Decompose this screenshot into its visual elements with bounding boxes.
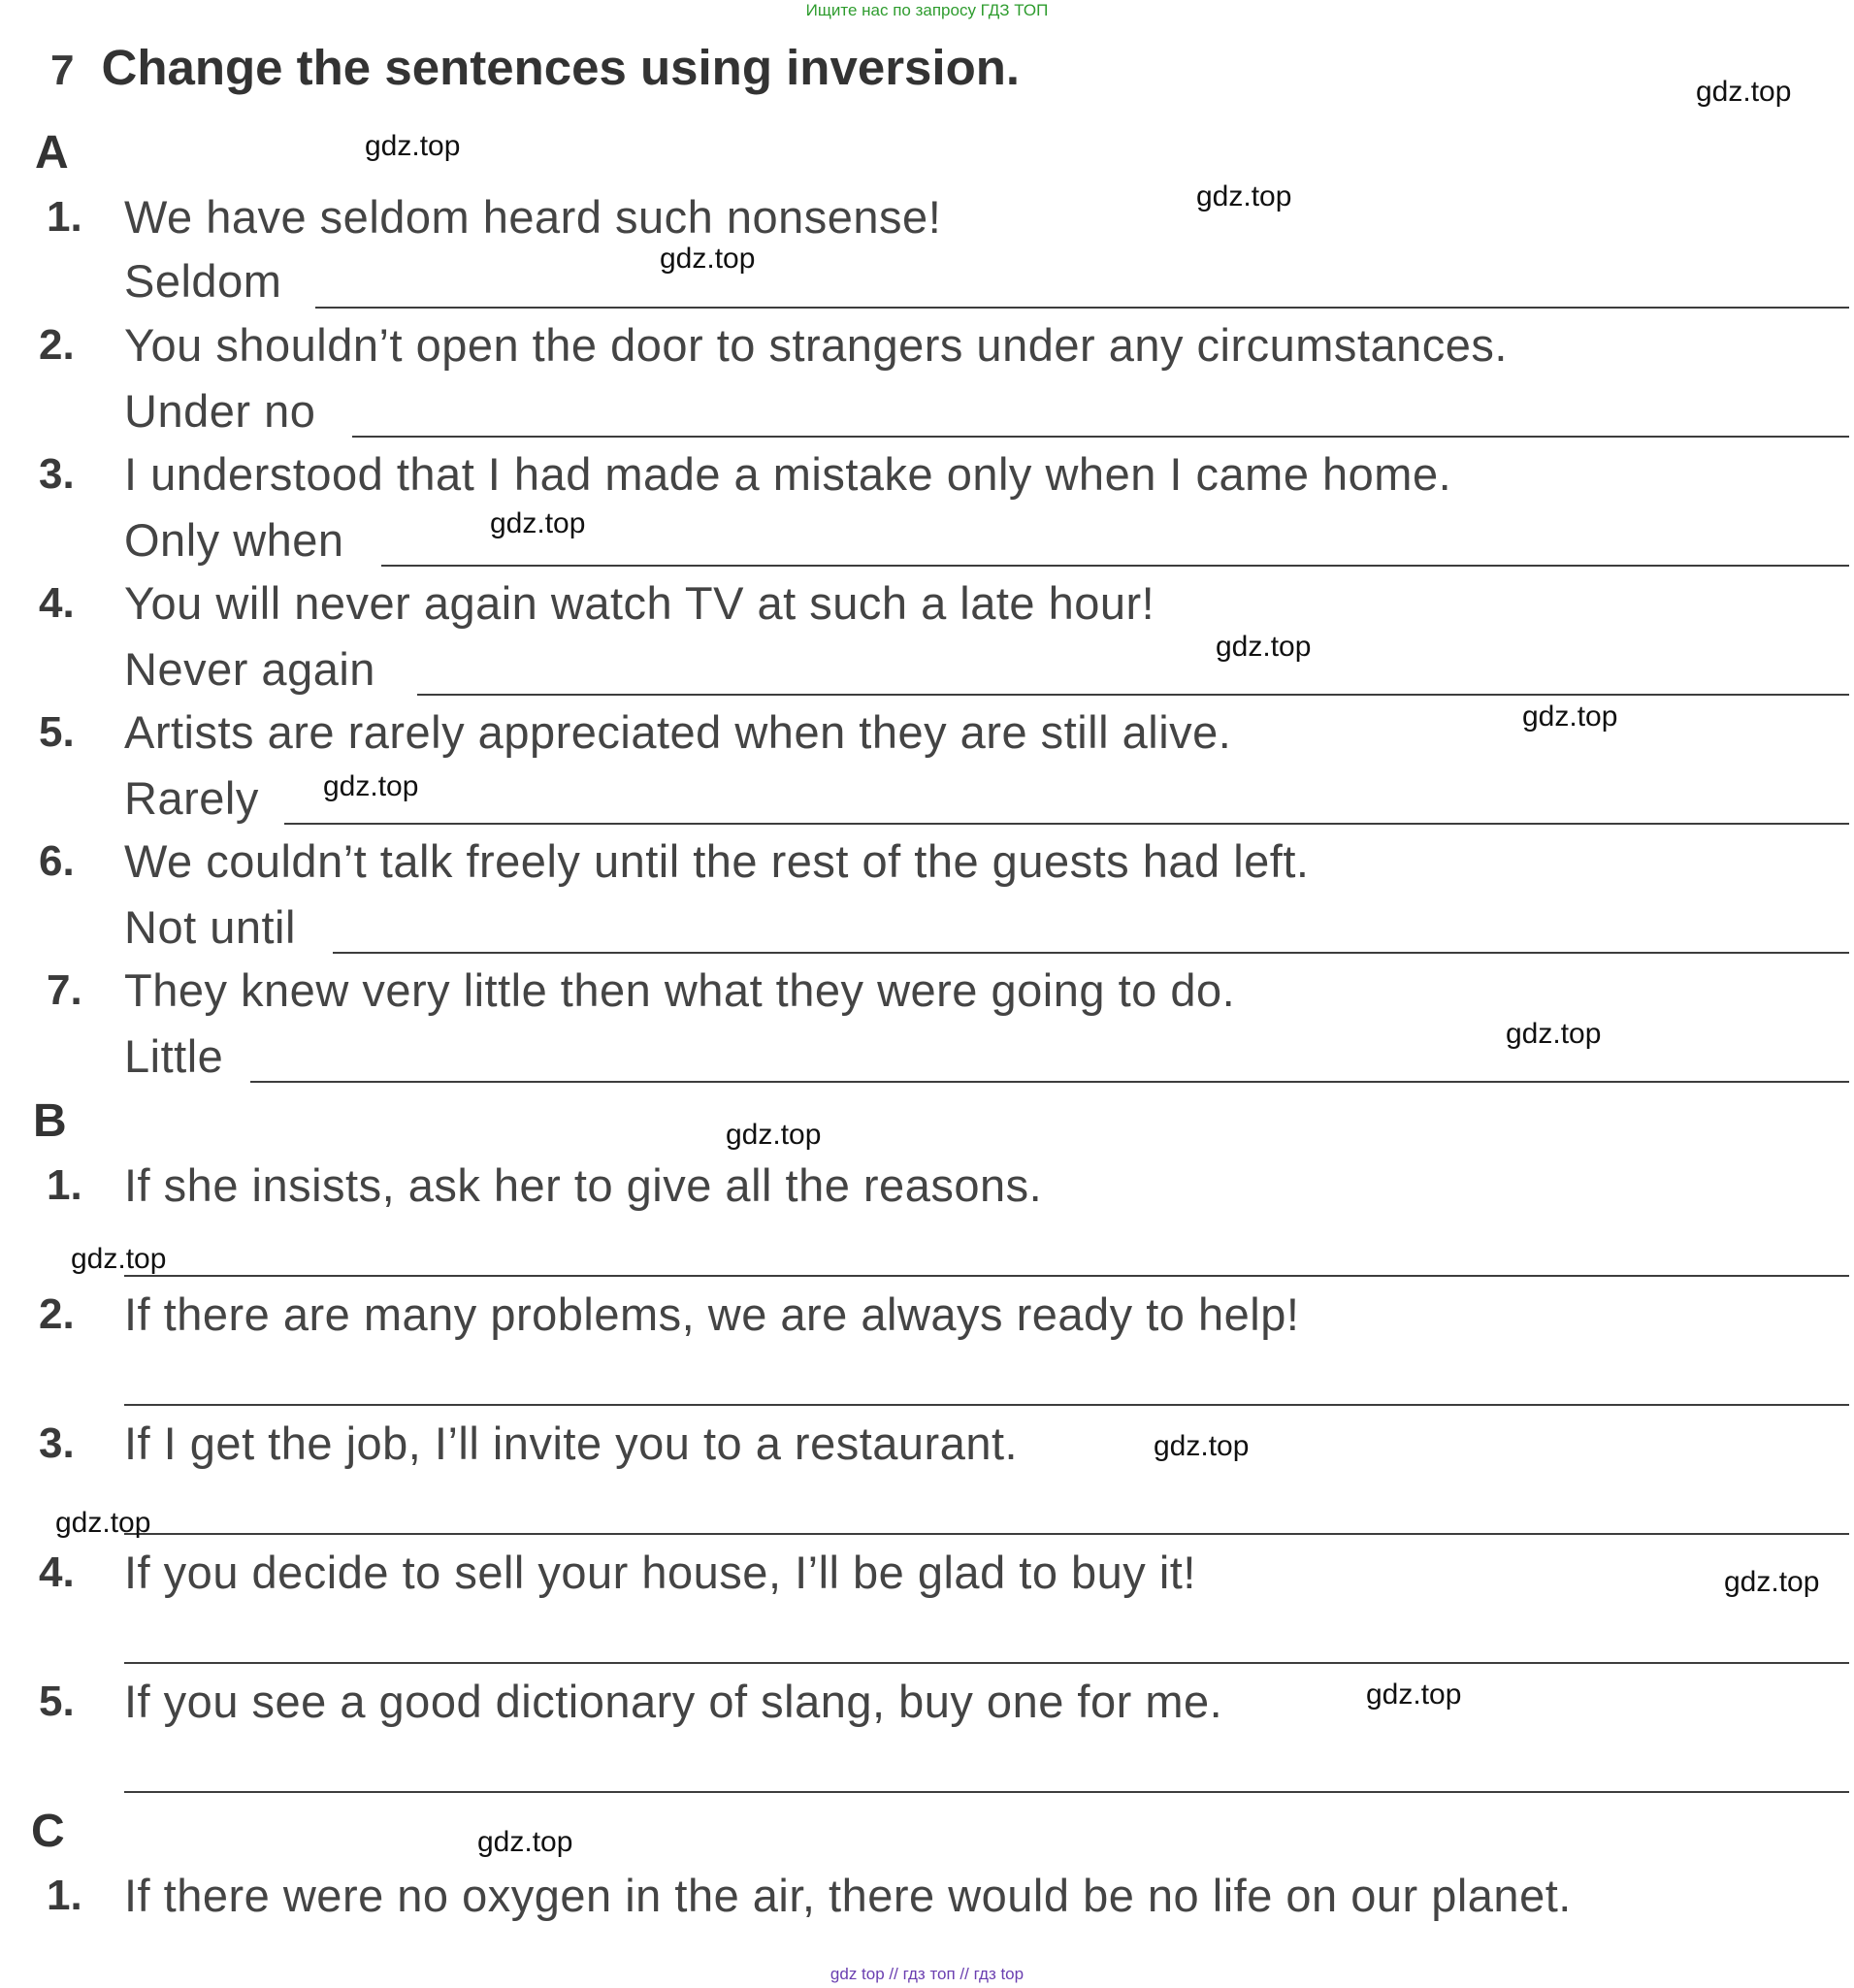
watermark: gdz.top [477, 1826, 573, 1858]
item-prompt: Not until [124, 901, 296, 953]
item-number: 5. [39, 708, 75, 756]
answer-line[interactable] [124, 1404, 1849, 1406]
item-prompt: Under no [124, 385, 316, 437]
section-c-label: C [31, 1806, 65, 1857]
item-prompt: Seldom [124, 255, 282, 307]
item-sentence: We couldn’t talk freely until the rest of the guests had left. [124, 835, 1310, 887]
watermark: gdz.top [726, 1119, 822, 1151]
item-number: 4. [39, 1548, 75, 1596]
item-sentence: We have seldom heard such nonsense! [124, 191, 942, 243]
answer-line[interactable] [284, 823, 1849, 825]
search-banner: Ищите нас по запросу ГДЗ ТОП [805, 1, 1049, 19]
section-b-label: B [33, 1095, 67, 1147]
watermark: gdz.top [55, 1507, 151, 1539]
watermark: gdz.top [1522, 701, 1618, 733]
item-sentence: They knew very little then what they were going to do. [124, 964, 1236, 1016]
answer-line[interactable] [124, 1533, 1849, 1535]
answer-line[interactable] [333, 952, 1849, 954]
item-number: 5. [39, 1678, 75, 1725]
item-sentence: If there were no oxygen in the air, there would be no life on our planet. [124, 1870, 1572, 1921]
footer-links: gdz top // гдз топ // гдз top [829, 1965, 1025, 1983]
section-a-label: A [35, 127, 69, 179]
exercise-number: 7 [50, 47, 75, 94]
item-prompt: Only when [124, 514, 344, 566]
watermark: gdz.top [1366, 1678, 1462, 1711]
item-number: 2. [39, 1290, 75, 1338]
item-sentence: You will never again watch TV at such a late hour! [124, 577, 1155, 629]
answer-line[interactable] [417, 694, 1849, 696]
watermark: gdz.top [1154, 1430, 1250, 1462]
watermark: gdz.top [1696, 76, 1792, 108]
item-prompt: Little [124, 1030, 224, 1082]
item-sentence: I understood that I had made a mistake only when I came home. [124, 448, 1452, 500]
watermark: gdz.top [660, 243, 756, 275]
answer-line[interactable] [124, 1791, 1849, 1793]
item-sentence: Artists are rarely appreciated when they are still alive. [124, 706, 1232, 758]
item-sentence: If I get the job, I’ll invite you to a restaurant. [124, 1418, 1019, 1469]
answer-line[interactable] [315, 307, 1849, 309]
answer-line[interactable] [352, 436, 1849, 438]
item-prompt: Rarely [124, 772, 259, 824]
item-number: 1. [47, 1161, 82, 1209]
item-sentence: You shouldn’t open the door to strangers under any circumstances. [124, 319, 1508, 371]
item-number: 4. [39, 579, 75, 627]
item-number: 2. [39, 321, 75, 369]
watermark: gdz.top [1506, 1018, 1602, 1050]
item-sentence: If you decide to sell your house, I’ll be glad to buy it! [124, 1547, 1196, 1598]
item-prompt: Never again [124, 643, 375, 695]
item-sentence: If you see a good dictionary of slang, buy one for me. [124, 1676, 1223, 1727]
watermark: gdz.top [1724, 1566, 1820, 1598]
answer-line[interactable] [124, 1275, 1849, 1277]
item-sentence: If there are many problems, we are always ready to help! [124, 1288, 1300, 1340]
watermark: gdz.top [490, 507, 586, 539]
item-sentence: If she insists, ask her to give all the reasons. [124, 1159, 1043, 1211]
item-number: 6. [39, 837, 75, 885]
watermark: gdz.top [71, 1243, 167, 1275]
exercise-instruction: Change the sentences using inversion. [101, 40, 1021, 95]
watermark: gdz.top [1196, 180, 1292, 212]
answer-line[interactable] [124, 1662, 1849, 1664]
answer-line[interactable] [381, 565, 1849, 567]
item-number: 1. [47, 193, 82, 241]
item-number: 7. [47, 966, 82, 1014]
answer-line[interactable] [250, 1081, 1849, 1083]
item-number: 3. [39, 450, 75, 498]
item-number: 1. [47, 1872, 82, 1919]
item-number: 3. [39, 1419, 75, 1467]
exercise-title [50, 39, 1020, 97]
watermark: gdz.top [1216, 631, 1312, 663]
watermark: gdz.top [365, 130, 461, 162]
watermark: gdz.top [323, 770, 419, 802]
